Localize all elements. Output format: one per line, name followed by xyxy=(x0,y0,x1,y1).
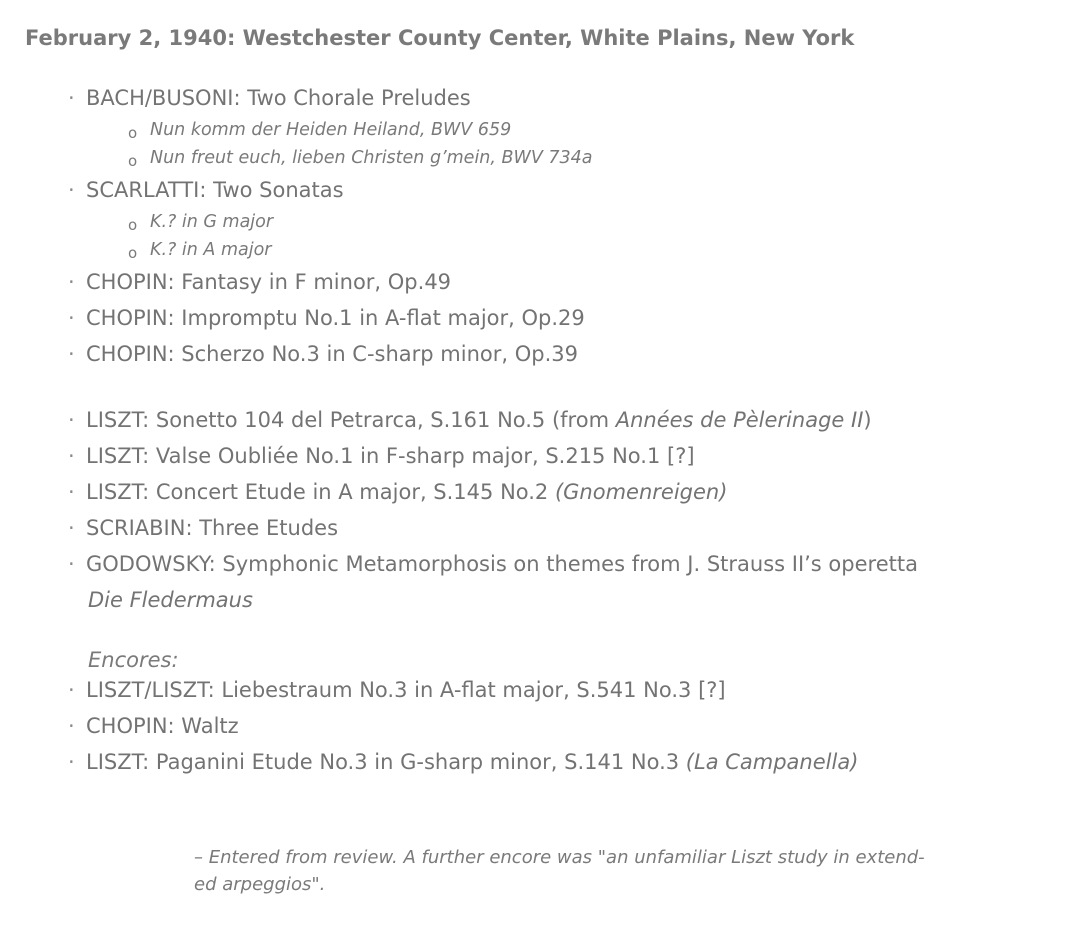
item-text xyxy=(86,750,858,774)
bullet: · xyxy=(68,552,75,576)
item-text: CHOPIN: Impromptu No.1 in A-flat major, Op.29 xyxy=(86,306,585,330)
concert-heading: February 2, 1940: Westchester County Center, White Plains, New York xyxy=(25,26,855,50)
bullet: · xyxy=(68,306,75,330)
item-text-italic: Années de Pèlerinage II xyxy=(615,408,864,432)
sub-bullet: o xyxy=(128,152,138,170)
bullet: · xyxy=(68,342,75,366)
bullet: · xyxy=(68,714,75,738)
item-text: CHOPIN: Fantasy in F minor, Op.49 xyxy=(86,270,452,294)
item-text-end: ) xyxy=(863,408,872,432)
sub-item-text: Nun komm der Heiden Heiland, BWV 659 xyxy=(150,120,512,140)
item-text: LISZT: Valse Oubliée No.1 in F-sharp major, S.215 No.1 [?] xyxy=(86,444,695,468)
encores-label: Encores: xyxy=(88,648,179,672)
review-note xyxy=(194,844,974,898)
bullet: · xyxy=(68,750,75,774)
sub-bullet: o xyxy=(128,244,138,262)
bullet: · xyxy=(68,444,75,468)
bullet: · xyxy=(68,408,75,432)
item-text-main: LISZT: Concert Etude in A major, S.145 No.2 xyxy=(86,480,555,504)
item-text xyxy=(86,480,727,504)
bullet: · xyxy=(68,270,75,294)
bullet: · xyxy=(68,178,75,202)
sub-item-text: K.? in A major xyxy=(150,240,272,260)
item-text: GODOWSKY: Symphonic Metamorphosis on themes from J. Strauss II’s operetta xyxy=(86,552,918,576)
sub-item-text: Nun freut euch, lieben Christen g’mein, BWV 734a xyxy=(150,148,593,168)
bullet: · xyxy=(68,516,75,540)
item-text-italic: (La Campanella) xyxy=(685,750,859,774)
item-continuation: Die Fledermaus xyxy=(88,588,253,612)
bullet: · xyxy=(68,480,75,504)
sub-item-text: K.? in G major xyxy=(150,212,274,232)
bullet: · xyxy=(68,86,75,110)
item-text: LISZT/LISZT: Liebestraum No.3 in A-flat major, S.541 No.3 [?] xyxy=(86,678,726,702)
item-text-main: LISZT: Paganini Etude No.3 in G-sharp minor, S.141 No.3 xyxy=(86,750,686,774)
review-note-line: ed arpeggios". xyxy=(194,874,326,895)
item-text: CHOPIN: Waltz xyxy=(86,714,239,738)
bullet: · xyxy=(68,678,75,702)
item-text: BACH/BUSONI: Two Chorale Preludes xyxy=(86,86,471,110)
sub-bullet: o xyxy=(128,124,138,142)
review-note-line: – Entered from review. A further encore was "an unfamiliar Liszt study in extend- xyxy=(194,847,925,868)
item-text xyxy=(86,408,872,432)
item-text-main: LISZT: Sonetto 104 del Petrarca, S.161 No.5 (from xyxy=(86,408,616,432)
item-text: SCARLATTI: Two Sonatas xyxy=(86,178,344,202)
sub-bullet: o xyxy=(128,216,138,234)
item-text: SCRIABIN: Three Etudes xyxy=(86,516,339,540)
item-text: CHOPIN: Scherzo No.3 in C-sharp minor, Op.39 xyxy=(86,342,578,366)
item-text-italic: (Gnomenreigen) xyxy=(554,480,728,504)
